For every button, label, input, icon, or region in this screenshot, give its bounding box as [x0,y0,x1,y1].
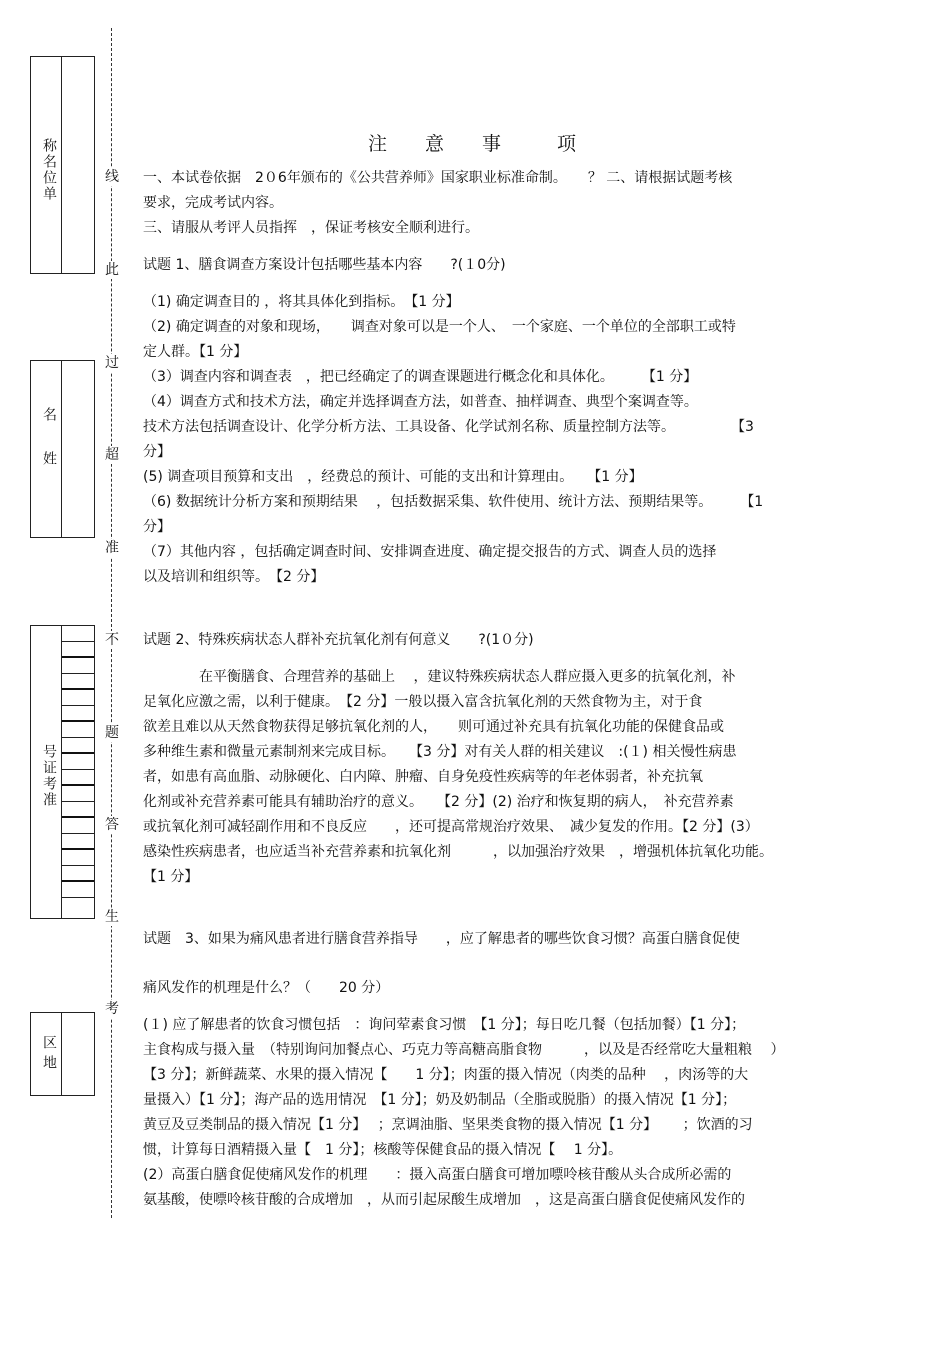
title-char: 事 [482,133,502,155]
region-label: 区地 [41,1035,57,1075]
exam-id-label: 号证考准 [41,744,57,808]
id-cell [61,770,94,786]
notice-line: 三、请服从考评人员指挥 ，保证考核安全顺利进行。 [143,220,479,236]
answer-line: （1) 确定调查目的 ，将其具体化到指标。 【1 分】 [143,294,460,310]
id-cell [61,850,94,866]
id-cell [61,722,94,738]
candidate-name-label: 名姓 [41,407,57,495]
id-cell [61,626,94,642]
notice-section [143,166,811,241]
answer-line: 或抗氧化剂可减轻副作用和不良反应 ，还可提高常规治疗效果、 减少复发的作用。【2 分】(3） [143,819,759,835]
id-cell [61,866,94,882]
id-cell [61,690,94,706]
id-cell [61,802,94,818]
answer-line: 分】 [143,444,171,460]
box-divider [61,57,62,273]
notice-line: 一、本试卷依据 2０6年颁布的《公共营养师》国家职业标准命制。 ？ 二、请根据试题考核 [143,170,733,186]
question-2 [143,628,811,890]
id-cell [61,834,94,850]
exam-id-digit-cells [61,626,94,918]
id-cell [61,706,94,722]
cut-char: 答 [105,817,119,833]
unit-name-label: 称名位单 [41,138,57,202]
answer-line: （4）调查方式和技术方法，确定并选择调查方法，如普查、抽样调查、典型个案调查等。 [143,394,698,410]
notice-line: 要求，完成考试内容。 [143,195,283,211]
region-box [30,1012,95,1096]
cut-char: 此 [105,262,119,278]
answer-line: 氨基酸，使嘌呤核苷酸的合成增加 ，从而引起尿酸生成增加 ，这是高蛋白膳食促使痛风发作的 [143,1192,745,1208]
answer-line: 【3 分】；新鲜蔬菜、水果的摄入情况【 1 分】；肉蛋的摄入情况（肉类的品种 ，肉汤等的大 [143,1067,749,1083]
answer-line: 多种维生素和微量元素制剂来完成目标。 【3 分】对有关人群的相关建议 :(１) 相关慢性病患 [143,744,737,760]
unit-name-box [30,56,95,274]
question-heading-cont: 痛风发作的机理是什么？（ 20 分） [143,980,390,996]
candidate-name-box [30,360,95,538]
cut-line [111,28,112,1218]
answer-line: 欲差且难以从天然食物获得足够抗氧化剂的人， 则可通过补充具有抗氧化功能的保健食品或 [143,719,724,735]
answer-line: （2) 确定调查的对象和现场， 调查对象可以是一个人、 一个家庭、一个单位的全部职工或特 [143,319,736,335]
answer-line: （7）其他内容 ，包括确定调查时间、安排调查进度、确定提交报告的方式、调查人员的选择 [143,544,717,560]
answer-line: 者，如患有高血脂、动脉硬化、白内障、肿瘤、自身免疫性疾病等的年老体弱者，补充抗氧 [143,769,703,785]
answer-line: 【1 分】 [143,869,199,885]
id-cell [61,754,94,770]
answer-line: 在平衡膳食、合理营养的基础上 ，建议特殊疾病状态人群应摄入更多的抗氧化剂，补 [143,669,736,685]
id-cell [61,882,94,898]
id-cell [61,738,94,754]
answer-line: (１) 应了解患者的饮食习惯包括 ：询问荤素食习惯 【1 分】；每日吃几餐（包括加餐）【1 分】； [143,1017,746,1033]
title-char: 意 [425,133,445,155]
title-char: 注 [368,133,388,155]
box-divider [61,361,62,537]
answer-line: 化剂或补充营养素可能具有辅助治疗的意义。 【2 分】(2) 治疗和恢复期的病人， 补充营养素 [143,794,734,810]
id-cell [61,818,94,834]
answer-line: 感染性疾病患者，也应适当补充营养素和抗氧化剂 ，以加强治疗效果 ，增强机体抗氧化功能。 [143,844,773,860]
box-divider [61,626,62,918]
exam-id-box [30,625,95,919]
answer-line: 技术方法包括调查设计、化学分析方法、工具设备、化学试剂名称、质量控制方法等。 【3 [143,419,754,435]
cut-char: 超 [105,447,119,463]
box-divider [61,1013,62,1095]
cut-char: 准 [105,540,119,556]
answer-line: 足氧化应激之需，以利于健康。 【2 分】一般以摄入富含抗氧化剂的天然食物为主，对于食 [143,694,703,710]
id-cell [61,674,94,690]
cut-char: 生 [105,909,119,925]
answer-line: (2）高蛋白膳食促使痛风发作的机理 ：摄入高蛋白膳食可增加嘌呤核苷酸从头合成所必需的 [143,1167,732,1183]
answer-line: （6) 数据统计分析方案和预期结果 ，包括数据采集、软件使用、统计方法、预期结果等。 【1 [143,494,764,510]
answer-line: 惯，计算每日酒精摄入量【 1 分】；核酸等保健食品的摄入情况【 1 分】。 [143,1142,623,1158]
cut-char: 不 [105,632,119,648]
question-3 [143,927,811,1213]
title-char: 项 [557,133,577,155]
answer-line: 量摄入）【1 分】；海产品的选用情况 【1 分】；奶及奶制品（全脂或脱脂）的摄入情况【1 分】； [143,1092,737,1108]
answer-line: 黄豆及豆类制品的摄入情况【1 分】 ；烹调油脂、坚果类食物的摄入情况【1 分】 ；饮酒的习 [143,1117,753,1133]
answer-line: 以及培训和组织等。 【2 分】 [143,569,325,585]
question-1 [143,253,811,590]
answer-line: (5) 调查项目预算和支出 ，经费总的预计、可能的支出和计算理由。 【1 分】 [143,469,643,485]
answer-line: 主食构成与摄入量 （特别询问加餐点心、巧克力等高糖高脂食物 ，以及是否经常吃大量粗粮 ） [143,1042,785,1058]
cut-char: 题 [105,725,119,741]
cut-char: 过 [105,355,119,371]
question-heading: 试题 2、特殊疾病状态人群补充抗氧化剂有何意义 ?(1０分) [143,632,534,648]
answer-line: 分】 [143,519,171,535]
question-heading: 试题 3、如果为痛风患者进行膳食营养指导 ，应了解患者的哪些饮食习惯？高蛋白膳食促使 [143,931,740,947]
answer-line: （3）调查内容和调查表 ，把已经确定了的调查课题进行概念化和具体化。 【1 分】 [143,369,698,385]
cut-char: 考 [105,1001,119,1017]
id-cell [61,658,94,674]
question-heading: 试题 1、膳食调查方案设计包括哪些基本内容 ?(１0分) [143,257,506,273]
id-cell [61,642,94,658]
cut-char: 线 [105,169,119,185]
page-title [368,129,614,156]
answer-line: 定人群。【1 分】 [143,344,248,360]
id-cell [61,786,94,802]
